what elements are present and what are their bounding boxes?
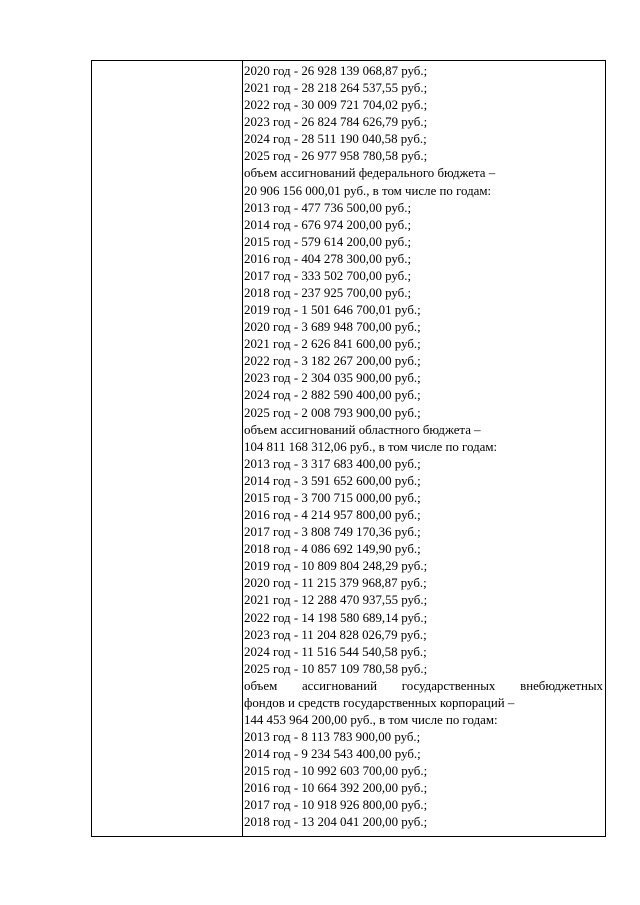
funding-section-heading-continued: фондов и средств государственных корпораций –	[244, 695, 515, 710]
funding-line: 2020 год - 3 689 948 700,00 руб.;	[244, 320, 421, 335]
funding-line: 2020 год - 11 215 379 968,87 руб.;	[244, 576, 427, 591]
funding-section-total: 20 906 156 000,01 руб., в том числе по годам:	[244, 183, 492, 198]
funding-line: 2013 год - 477 736 500,00 руб.;	[244, 200, 412, 215]
funding-line: 2023 год - 26 824 784 626,79 руб.;	[244, 115, 428, 130]
funding-line: 2016 год - 4 214 957 800,00 руб.;	[244, 508, 421, 523]
funding-table	[91, 60, 606, 837]
funding-section-total: 104 811 168 312,06 руб., в том числе по годам:	[244, 439, 498, 454]
funding-line: 2022 год - 30 009 721 704,02 руб.;	[244, 98, 428, 113]
funding-line: 2022 год - 14 198 580 689,14 руб.;	[244, 610, 428, 625]
funding-line: 2013 год - 3 317 683 400,00 руб.;	[244, 456, 421, 471]
funding-line: 2023 год - 2 304 035 900,00 руб.;	[244, 371, 421, 386]
funding-line: 2019 год - 10 809 804 248,29 руб.;	[244, 559, 428, 574]
table-left-cell	[92, 61, 242, 836]
funding-line: 2024 год - 28 511 190 040,58 руб.;	[244, 132, 427, 147]
funding-line: 2019 год - 1 501 646 700,01 руб.;	[244, 303, 421, 318]
funding-line: 2017 год - 10 918 926 800,00 руб.;	[244, 798, 428, 813]
funding-line: 2014 год - 676 974 200,00 руб.;	[244, 217, 412, 232]
funding-section-total: 144 453 964 200,00 руб., в том числе по годам:	[244, 712, 498, 727]
funding-line: 2014 год - 3 591 652 600,00 руб.;	[244, 473, 421, 488]
funding-line: 2023 год - 11 204 828 026,79 руб.;	[244, 627, 427, 642]
funding-line: 2021 год - 2 626 841 600,00 руб.;	[244, 337, 421, 352]
funding-line: 2021 год - 12 288 470 937,55 руб.;	[244, 593, 428, 608]
funding-line: 2018 год - 13 204 041 200,00 руб.;	[244, 815, 428, 830]
funding-line: 2015 год - 10 992 603 700,00 руб.;	[244, 764, 428, 779]
funding-line: 2013 год - 8 113 783 900,00 руб.;	[244, 730, 421, 745]
funding-line: 2024 год - 2 882 590 400,00 руб.;	[244, 388, 421, 403]
funding-line: 2022 год - 3 182 267 200,00 руб.;	[244, 354, 421, 369]
table-right-cell	[243, 61, 605, 832]
funding-line: 2017 год - 333 502 700,00 руб.;	[244, 268, 412, 283]
funding-line: 2021 год - 28 218 264 537,55 руб.;	[244, 81, 428, 96]
funding-line: 2017 год - 3 808 749 170,36 руб.;	[244, 525, 421, 540]
funding-line: 2020 год - 26 928 139 068,87 руб.;	[244, 64, 428, 78]
funding-line: 2025 год - 10 857 109 780,58 руб.;	[244, 661, 428, 676]
funding-line: 2015 год - 579 614 200,00 руб.;	[244, 234, 412, 249]
funding-line: 2016 год - 404 278 300,00 руб.;	[244, 251, 412, 266]
funding-line: 2014 год - 9 234 543 400,00 руб.;	[244, 747, 421, 762]
funding-line: 2016 год - 10 664 392 200,00 руб.;	[244, 781, 428, 796]
funding-line: 2015 год - 3 700 715 000,00 руб.;	[244, 490, 421, 505]
funding-line: 2018 год - 237 925 700,00 руб.;	[244, 286, 412, 301]
funding-section-heading: объем ассигнований областного бюджета –	[244, 422, 481, 437]
funding-section-heading: объем ассигнований государственных внебюджетных	[244, 678, 603, 693]
funding-line: 2025 год - 26 977 958 780,58 руб.;	[244, 149, 428, 164]
funding-section-heading: объем ассигнований федерального бюджета –	[244, 166, 496, 181]
funding-line: 2024 год - 11 516 544 540,58 руб.;	[244, 644, 427, 659]
funding-line: 2018 год - 4 086 692 149,90 руб.;	[244, 542, 421, 557]
funding-line: 2025 год - 2 008 793 900,00 руб.;	[244, 405, 421, 420]
